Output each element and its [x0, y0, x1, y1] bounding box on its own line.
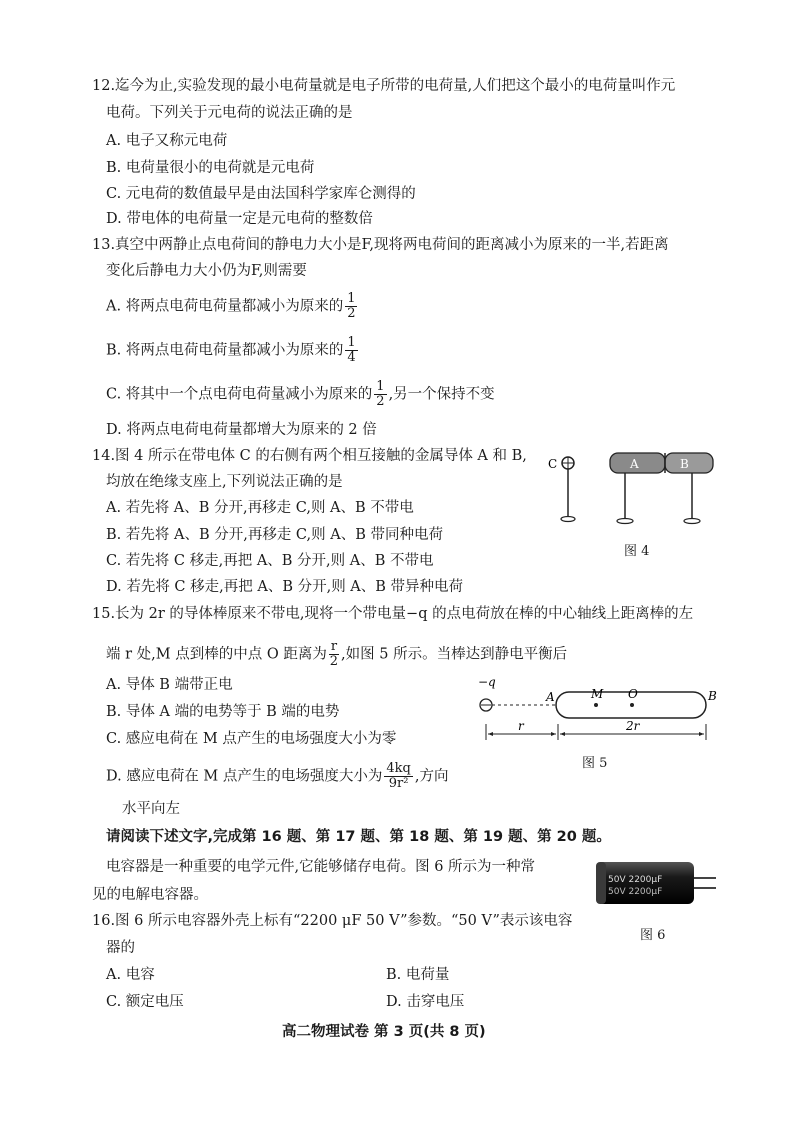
- q12-stem-line1: 12.迄今为止,实验发现的最小电荷量就是电子所带的电荷量,人们把这个最小的电荷量叫作元: [92, 78, 676, 94]
- fig5-dim-r: r: [518, 719, 524, 733]
- q12-stem-line2: 电荷。下列关于元电荷的说法正确的是: [106, 105, 353, 121]
- q16-option-b: B. 电荷量: [386, 967, 450, 983]
- reading-instruction: 请阅读下述文字,完成第 16 题、第 17 题、第 18 题、第 19 题、第 20 题。: [106, 829, 611, 845]
- q16-option-a: A. 电容: [106, 967, 155, 983]
- q16-stem-line2: 器的: [106, 940, 135, 956]
- fig4-caption: 图 4: [624, 544, 650, 559]
- fig5-label-o: O: [628, 687, 638, 701]
- fig6-caption: 图 6: [640, 928, 666, 943]
- point-o: [630, 703, 634, 707]
- point-m: [594, 703, 598, 707]
- q13-option-d: D. 将两点电荷电荷量都增大为原来的 2 倍: [106, 422, 377, 438]
- q14-option-b: B. 若先将 A、B 分开,再移走 C,则 A、B 带同种电荷: [106, 527, 443, 543]
- q16-option-d: D. 击穿电压: [386, 994, 465, 1010]
- conductor-b: [665, 453, 713, 473]
- fig4-label-a: A: [630, 457, 639, 471]
- q15-option-b: B. 导体 A 端的电势等于 B 端的电势: [106, 704, 340, 720]
- q15-option-a: A. 导体 B 端带正电: [106, 677, 233, 693]
- q15-stem-fraction: $\frac{r}{2}$: [329, 639, 339, 669]
- fig4-label-b: B: [680, 457, 689, 471]
- q15-option-c: C. 感应电荷在 M 点产生的电场强度大小为零: [106, 731, 397, 747]
- q12-option-b: B. 电荷量很小的电荷就是元电荷: [106, 160, 315, 176]
- figure-5: [474, 672, 724, 752]
- q15-option-d-line2: 水平向左: [122, 801, 180, 817]
- q12-option-a: A. 电子又称元电荷: [106, 133, 228, 149]
- q13-option-b-fraction: $\frac{1}{4}$: [347, 335, 356, 365]
- reading-paragraph-line2: 见的电解电容器。: [92, 887, 208, 903]
- q14-option-d: D. 若先将 C 移走,再把 A、B 分开,则 A、B 带异种电荷: [106, 579, 464, 595]
- figure-4: [540, 448, 720, 538]
- fig5-dim-2r: 2r: [626, 719, 640, 733]
- q13-option-a: A. 将两点电荷电荷量都减小为原来的 $\frac{1}{2}$: [106, 291, 356, 321]
- q14-stem-line1: 14.图 4 所示在带电体 C 的右侧有两个相互接触的金属导体 A 和 B,: [92, 448, 527, 464]
- q13-option-c: C. 将其中一个点电荷电荷量减小为原来的 $\frac{1}{2}$ ,另一个保持不变: [106, 379, 495, 409]
- page-footer: 高二物理试卷 第 3 页(共 8 页): [282, 1024, 486, 1040]
- fig5-label-b: B: [708, 689, 717, 703]
- q12-option-c: C. 元电荷的数值最早是由法国科学家库仑测得的: [106, 186, 416, 202]
- capacitor-label: 50V 2200μF: [608, 875, 663, 885]
- q13-option-b: B. 将两点电荷电荷量都减小为原来的 $\frac{1}{4}$: [106, 335, 356, 365]
- q16-option-c: C. 额定电压: [106, 994, 184, 1010]
- q15-stem-line1: 15.长为 2r 的导体棒原来不带电,现将一个带电量−q 的点电荷放在棒的中心轴线上距离棒的左: [92, 606, 694, 622]
- q13-stem-line1: 13.真空中两静止点电荷间的静电力大小是F,现将两电荷间的距离减小为原来的一半,若距离: [92, 237, 669, 253]
- q14-option-c: C. 若先将 C 移走,再把 A、B 分开,则 A、B 不带电: [106, 553, 434, 569]
- q13-stem-line2: 变化后静电力大小仍为F,则需要: [106, 263, 307, 279]
- q14-stem-line2: 均放在绝缘支座上,下列说法正确的是: [106, 474, 343, 490]
- capacitor-label-2: 50V 2200μF: [608, 887, 663, 897]
- q13-option-c-fraction: $\frac{1}{2}$: [376, 379, 385, 409]
- fig4-label-c: C: [548, 457, 558, 471]
- q13-option-a-fraction: $\frac{1}{2}$: [347, 291, 356, 321]
- q15-option-d: D. 感应电荷在 M 点产生的电场强度大小为 $\frac{4kq}{\text{9r²}}$ ,方向: [106, 761, 449, 791]
- reading-paragraph-line1: 电容器是一种重要的电学元件,它能够储存电荷。图 6 所示为一种常: [106, 859, 536, 875]
- fig5-caption: 图 5: [582, 756, 608, 771]
- fig5-label-m: M: [591, 687, 604, 701]
- q12-option-d: D. 带电体的电荷量一定是元电荷的整数倍: [106, 211, 373, 227]
- q15-stem-line2: 端 r 处,M 点到棒的中点 O 距离为 $\frac{r}{2}$ ,如图 5 所示。当棒达到静电平衡后: [106, 639, 568, 669]
- q15-option-d-fraction: $\frac{4kq}{\text{9r²}}$: [386, 761, 411, 791]
- fig5-charge-label: −q: [478, 675, 496, 689]
- fig5-label-a: A: [546, 690, 555, 704]
- q14-option-a: A. 若先将 A、B 分开,再移走 C,则 A、B 不带电: [106, 500, 414, 516]
- q16-stem-line1: 16.图 6 所示电容器外壳上标有“2200 μF 50 V”参数。“50 V”表示该电容: [92, 913, 573, 929]
- figure-6: [594, 858, 718, 910]
